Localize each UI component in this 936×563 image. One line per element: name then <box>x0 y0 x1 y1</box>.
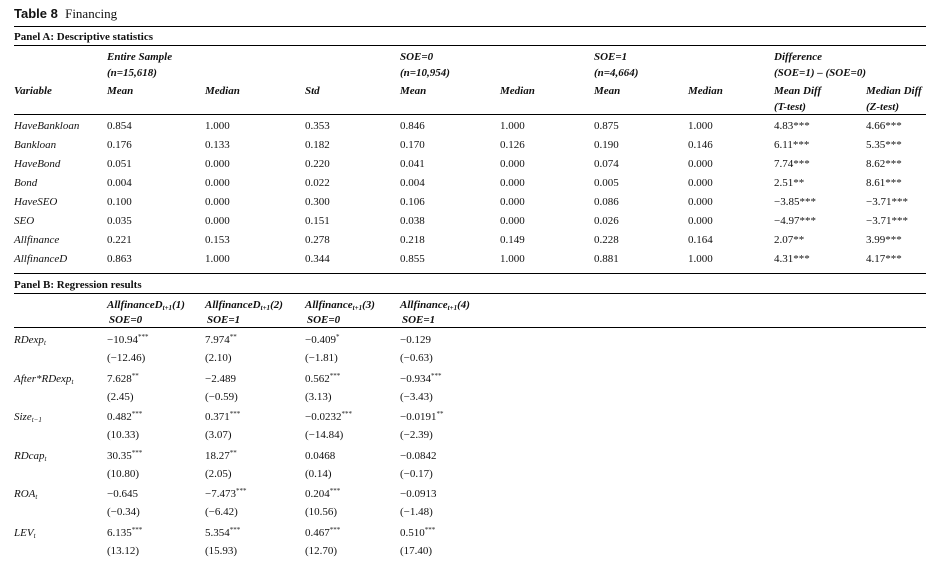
coefficient-value: −10.94 <box>107 334 138 346</box>
coefficient-cell <box>305 450 335 463</box>
regressor-label: RDcap <box>14 449 45 462</box>
stat-cell: 0.100 <box>107 196 132 208</box>
model-header <box>107 299 185 312</box>
stat-cell: 0.086 <box>594 196 619 208</box>
stat-cell: 4.83*** <box>774 120 810 132</box>
t-stat-cell: (10.33) <box>107 429 140 441</box>
coefficient-cell <box>107 334 148 347</box>
stat-cell: −3.71*** <box>866 215 908 227</box>
group-soe1-n: (n=4,664) <box>594 67 639 79</box>
stat-cell: 4.66*** <box>866 120 902 132</box>
stat-cell: 0.000 <box>688 196 713 208</box>
t-stat-cell: (−0.17) <box>400 467 433 480</box>
stat-cell: 0.126 <box>500 139 525 151</box>
coefficient-cell <box>205 411 240 424</box>
regressor-label: LEV <box>14 526 34 539</box>
stat-cell: 1.000 <box>688 253 713 265</box>
significance-stars: *** <box>235 487 247 495</box>
significance-stars: *** <box>329 371 341 380</box>
stat-cell: 0.000 <box>500 177 525 189</box>
coefficient-value: −0.0913 <box>400 488 437 500</box>
coefficient-value: 7.974 <box>205 334 230 346</box>
variable-name: Allfinance <box>14 234 60 246</box>
stat-cell: 4.31*** <box>774 253 810 265</box>
coefficient-value: −0.0191 <box>400 411 437 423</box>
t-stat-cell: (−0.59) <box>205 390 238 403</box>
significance-stars: *** <box>424 525 436 534</box>
t-stat-cell: (10.80) <box>107 467 140 480</box>
stat-cell: 1.000 <box>205 120 230 132</box>
coefficient-value: 0.510 <box>400 526 425 539</box>
group-diff-name: Difference <box>774 51 823 63</box>
model-header <box>205 299 283 312</box>
dependent-variable: Allfinance <box>400 299 448 311</box>
stat-cell: 1.000 <box>500 253 525 265</box>
stat-cell: 6.11*** <box>774 139 810 151</box>
regressor-name <box>14 334 46 347</box>
stat-cell: 0.022 <box>305 177 330 189</box>
stat-cell: 1.000 <box>205 253 230 265</box>
stat-cell: 0.176 <box>107 139 132 151</box>
coefficient-cell <box>107 527 142 540</box>
stat-cell: 0.000 <box>688 215 713 227</box>
variable-name: HaveBankloan <box>14 120 80 132</box>
panel-a-title: Panel A: Descriptive statistics <box>14 31 153 43</box>
t-stat-cell: (−1.48) <box>400 506 433 518</box>
coefficient-cell <box>107 411 142 424</box>
variable-name: Bond <box>14 177 38 189</box>
stat-cell: 0.164 <box>688 234 713 246</box>
coefficient-cell <box>107 373 139 386</box>
stat-cell: 0.000 <box>500 158 525 170</box>
coefficient-value: 30.35 <box>107 449 132 462</box>
regressor-subscript: t−1 <box>31 416 42 424</box>
coefficient-cell <box>205 488 246 501</box>
stat-cell: 7.74*** <box>774 158 810 170</box>
table-caption <box>14 6 117 21</box>
t-stat-cell: (0.14) <box>305 467 332 480</box>
stat-cell: 0.353 <box>305 120 330 132</box>
t-stat-cell: (−2.39) <box>400 429 433 441</box>
t-stat-cell: (−0.63) <box>400 352 433 364</box>
coefficient-value: −0.0842 <box>400 449 437 462</box>
significance-stars: *** <box>329 525 341 534</box>
stat-cell: 0.220 <box>305 158 330 170</box>
t-stat-cell: (−0.34) <box>107 506 140 518</box>
regressor-label: After*RDexp <box>14 372 72 385</box>
dependent-subscript: t+1 <box>162 304 173 312</box>
stat-cell: 0.170 <box>400 139 425 151</box>
stat-cell: 0.051 <box>107 158 132 170</box>
t-stat-cell: (−3.43) <box>400 390 433 403</box>
model-sample: SOE=1 <box>207 314 241 326</box>
significance-stars: ** <box>229 448 237 457</box>
stat-cell: 0.881 <box>594 253 619 265</box>
stat-cell: 0.863 <box>107 253 132 265</box>
coefficient-value: 7.628 <box>107 372 132 385</box>
coefficient-value: 18.27 <box>205 449 230 462</box>
coefficient-value: 0.371 <box>205 411 230 423</box>
significance-stars: ** <box>436 410 444 418</box>
column-header-mean: Mean <box>107 85 134 97</box>
coefficient-cell <box>107 450 142 463</box>
stat-cell: 0.004 <box>107 177 132 189</box>
stat-cell: 0.190 <box>594 139 619 151</box>
stat-cell: −3.71*** <box>866 196 908 208</box>
regressor-subscript: t <box>71 377 74 386</box>
stat-cell: 8.62*** <box>866 158 902 170</box>
variable-name: HaveSEO <box>14 196 58 208</box>
dependent-variable: AllfinanceD <box>107 299 163 311</box>
group-soe0-n: (n=10,954) <box>400 67 450 79</box>
regressor-name <box>14 488 37 501</box>
stat-cell: 0.151 <box>305 215 330 227</box>
stat-cell: 0.000 <box>500 215 525 227</box>
coefficient-value: 0.467 <box>305 526 330 539</box>
column-header-median-diff: Median Diff <box>866 85 922 97</box>
stat-cell: 0.000 <box>688 158 713 170</box>
significance-stars: *** <box>131 448 143 457</box>
model-header <box>305 299 375 312</box>
stat-cell: 0.182 <box>305 139 330 151</box>
regressor-label: RDexp <box>14 334 44 346</box>
t-stat-cell: (3.13) <box>305 390 332 403</box>
coefficient-value: 0.562 <box>305 372 330 385</box>
coefficient-value: 0.0468 <box>305 449 336 462</box>
t-stat-cell: (2.45) <box>107 390 134 403</box>
significance-stars: ** <box>131 371 139 380</box>
significance-stars: * <box>335 333 340 341</box>
table-label: Table 8 <box>14 6 58 21</box>
t-stat-cell: (12.70) <box>305 544 338 557</box>
stat-cell: 0.004 <box>400 177 425 189</box>
regressor-label: Size <box>14 411 32 423</box>
group-soe0-name: SOE=0 <box>400 51 434 63</box>
coefficient-value: −0.0232 <box>305 411 342 423</box>
regressor-subscript: t <box>35 493 38 501</box>
coefficient-cell <box>400 334 431 347</box>
stat-cell: 0.038 <box>400 215 425 227</box>
stat-cell: 0.133 <box>205 139 230 151</box>
table-title: Financing <box>65 6 118 21</box>
coefficient-value: 0.482 <box>107 411 132 423</box>
t-stat-cell: (−1.81) <box>305 352 338 364</box>
stat-cell: 0.005 <box>594 177 619 189</box>
significance-stars: *** <box>137 333 149 341</box>
stat-cell: 2.07** <box>774 234 805 246</box>
stat-cell: 0.000 <box>688 177 713 189</box>
stat-cell: 0.000 <box>205 177 230 189</box>
coefficient-cell <box>205 334 237 347</box>
group-diff-n: (SOE=1) – (SOE=0) <box>774 67 866 79</box>
model-number: (3) <box>362 299 375 311</box>
model-header <box>400 299 470 312</box>
t-stat-cell: (15.93) <box>205 544 238 557</box>
significance-stars: *** <box>430 371 442 380</box>
variable-name: AllfinanceD <box>14 253 68 265</box>
stat-cell: 0.146 <box>688 139 713 151</box>
coefficient-value: −0.934 <box>400 372 431 385</box>
column-header-mean-soe1: Mean <box>594 85 621 97</box>
dependent-variable: AllfinanceD <box>205 299 261 311</box>
significance-stars: *** <box>131 410 143 418</box>
regressor-name <box>14 373 73 386</box>
stat-cell: 4.17*** <box>866 253 902 265</box>
significance-stars: *** <box>329 487 341 495</box>
t-stat-cell: (2.10) <box>205 352 232 364</box>
t-stat-cell: (−12.46) <box>107 352 146 364</box>
stat-cell: 0.278 <box>305 234 330 246</box>
stat-cell: 0.228 <box>594 234 619 246</box>
t-stat-cell: (−6.42) <box>205 506 238 518</box>
coefficient-cell <box>305 411 352 424</box>
stat-cell: 1.000 <box>500 120 525 132</box>
panel-a-title-rule <box>14 45 926 46</box>
coefficient-cell <box>400 450 436 463</box>
coefficient-value: −0.409 <box>305 334 336 346</box>
stat-cell: 0.153 <box>205 234 230 246</box>
coefficient-cell <box>205 373 236 386</box>
panel-b-title-rule <box>14 293 926 294</box>
coefficient-value: 6.135 <box>107 526 132 539</box>
variable-name: Bankloan <box>14 139 57 151</box>
stat-cell: 3.99*** <box>866 234 902 246</box>
regressor-name <box>14 411 42 424</box>
significance-stars: *** <box>229 525 241 534</box>
stat-cell: 0.854 <box>107 120 132 132</box>
panel-a-header-rule <box>14 114 926 115</box>
t-stat-cell: (13.12) <box>107 544 140 557</box>
coefficient-value: −0.645 <box>107 488 138 500</box>
model-sample: SOE=1 <box>402 314 436 326</box>
regressor-name <box>14 527 36 540</box>
panel-b-title: Panel B: Regression results <box>14 279 142 291</box>
regressor-name <box>14 450 47 463</box>
column-subheader-ttest: (T-test) <box>774 101 806 113</box>
stat-cell: 1.000 <box>688 120 713 132</box>
stat-cell: 0.000 <box>500 196 525 208</box>
stat-cell: −3.85*** <box>774 196 816 208</box>
stat-cell: 8.61*** <box>866 177 902 189</box>
stat-cell: 0.221 <box>107 234 132 246</box>
regressor-subscript: t <box>44 454 47 463</box>
coefficient-cell <box>305 334 339 347</box>
stat-cell: 2.51** <box>774 177 805 189</box>
coefficient-cell <box>400 373 441 386</box>
stat-cell: 0.000 <box>205 215 230 227</box>
regressor-subscript: t <box>43 339 46 347</box>
stat-cell: 0.149 <box>500 234 525 246</box>
t-stat-cell: (17.40) <box>400 544 433 557</box>
panel-a-top-rule <box>14 26 926 27</box>
column-header-mean-soe0: Mean <box>400 85 427 97</box>
coefficient-cell <box>107 488 138 501</box>
dependent-variable: Allfinance <box>305 299 353 311</box>
stat-cell: 0.106 <box>400 196 425 208</box>
stat-cell: 0.000 <box>205 158 230 170</box>
t-stat-cell: (10.56) <box>305 506 338 518</box>
coefficient-value: 5.354 <box>205 526 230 539</box>
panel-b-top-rule <box>14 273 926 274</box>
stat-cell: 0.026 <box>594 215 619 227</box>
t-stat-cell: (−14.84) <box>305 429 344 441</box>
significance-stars: *** <box>341 410 352 418</box>
coefficient-cell <box>205 450 237 463</box>
column-header-median: Median <box>205 85 240 97</box>
stat-cell: 0.035 <box>107 215 132 227</box>
coefficient-value: −2.489 <box>205 372 236 385</box>
group-entire-name: Entire Sample <box>107 51 173 63</box>
coefficient-cell <box>305 373 340 386</box>
dependent-subscript: t+1 <box>447 304 458 312</box>
group-soe1-name: SOE=1 <box>594 51 628 63</box>
coefficient-cell <box>305 488 340 501</box>
coefficient-value: −0.129 <box>400 334 431 346</box>
model-sample: SOE=0 <box>307 314 341 326</box>
stat-cell: 0.344 <box>305 253 330 265</box>
coefficient-cell <box>400 488 436 501</box>
column-header-median-soe0: Median <box>500 85 535 97</box>
column-header-variable: Variable <box>14 85 52 97</box>
dependent-subscript: t+1 <box>260 304 271 312</box>
significance-stars: *** <box>131 525 143 534</box>
stat-cell: 0.300 <box>305 196 330 208</box>
t-stat-cell: (2.05) <box>205 467 232 480</box>
model-sample: SOE=0 <box>109 314 143 326</box>
group-entire-n: (n=15,618) <box>107 67 157 79</box>
stat-cell: 0.074 <box>594 158 619 170</box>
panel-b-header-rule <box>14 327 926 328</box>
model-number: (1) <box>172 299 185 311</box>
model-number: (2) <box>270 299 283 311</box>
column-header-std: Std <box>305 85 320 97</box>
stat-cell: −4.97*** <box>774 215 816 227</box>
coefficient-cell <box>205 527 240 540</box>
regressor-subscript: t <box>33 531 36 540</box>
stat-cell: 0.041 <box>400 158 425 170</box>
coefficient-value: 0.204 <box>305 488 330 500</box>
regressor-label: ROA <box>14 488 36 500</box>
stat-cell: 0.846 <box>400 120 425 132</box>
stat-cell: 0.218 <box>400 234 425 246</box>
stat-cell: 5.35*** <box>866 139 902 151</box>
stat-cell: 0.855 <box>400 253 425 265</box>
variable-name: HaveBond <box>14 158 61 170</box>
column-subheader-ztest: (Z-test) <box>866 101 899 113</box>
coefficient-cell <box>400 527 435 540</box>
significance-stars: *** <box>229 410 241 418</box>
coefficient-cell <box>305 527 340 540</box>
dependent-subscript: t+1 <box>352 304 363 312</box>
column-header-median-soe1: Median <box>688 85 723 97</box>
model-number: (4) <box>457 299 470 311</box>
significance-stars: ** <box>229 333 237 341</box>
t-stat-cell: (3.07) <box>205 429 232 441</box>
coefficient-cell <box>400 411 443 424</box>
stat-cell: 0.875 <box>594 120 619 132</box>
column-header-mean-diff: Mean Diff <box>774 85 822 97</box>
stat-cell: 0.000 <box>205 196 230 208</box>
coefficient-value: −7.473 <box>205 488 236 500</box>
variable-name: SEO <box>14 215 35 227</box>
